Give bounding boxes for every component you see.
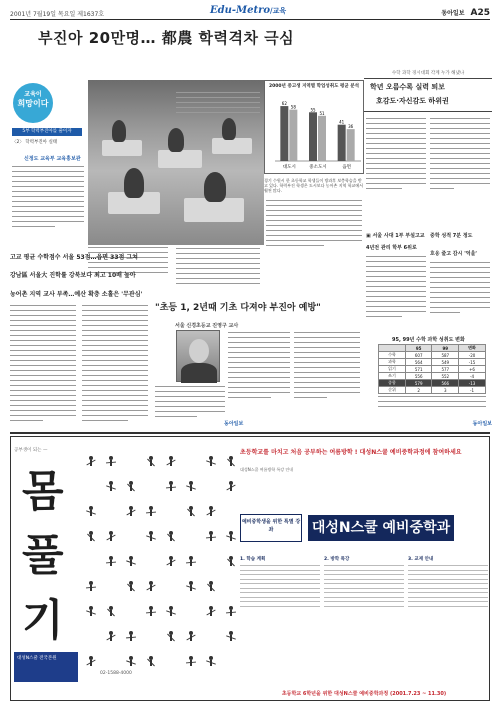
stretch-figure-icon [146,456,156,469]
right-col-c [366,256,426,321]
table-title: 95, 99년 수학 과학 성취도 변화 [392,337,465,343]
chart-data-label: 51 [319,110,325,116]
interview-byline: 서울 신경초등교 진영구 교사 [175,323,239,329]
stretch-figure-icon [106,456,116,469]
table-header-row: 95 99 변화 [379,345,486,352]
chart-title: 2000년 중고생 지역별 학업성취도 평균 분석 [269,84,359,89]
stretch-figure-icon [186,656,196,669]
byline: 신정도 교육부 교육홍보관 [24,156,81,162]
ad-headline: 초등학교를 마치고 처음 공부하는 여름방학 ! 대성N스쿨 예비중학과정에 참여하세요 [240,449,462,456]
right-headline-1: 학년 오름수록 실력 퇴보 [370,83,445,91]
stretch-figure-icon [86,531,96,544]
paper-logo-left: 동아일보 [224,421,244,427]
interview-col-3 [294,332,360,402]
stretch-figure-icon [106,481,116,494]
stretching-figures [82,452,262,687]
table-row: 순위 2 3 -1 [379,387,486,394]
chart-data-label: 36 [348,124,354,130]
chart-tick-label: 중소도시 [309,165,327,170]
date-line: 2001년 7월19일 목요일 제1637호 [10,11,105,18]
right-col-b [430,118,490,193]
score-table [378,344,486,394]
stretch-figure-icon [126,656,136,669]
interview-col-1 [155,386,225,421]
ad-bottom-line: 초등학교 6학년을 위한 대성N스쿨 예비중학과정 (2001.7.23 ~ 11.30) [281,691,447,697]
right-subhead-1: ▣ 서울 사대 1부 부설고교 [366,233,425,239]
right-col-d [430,262,490,317]
chart-tick-label: 대도시 [282,165,296,170]
stretch-figure-icon [226,456,236,469]
paper-masthead: 동아일보 A25 [441,8,490,18]
chart-bar [280,106,288,161]
article-col-4 [176,92,260,117]
ad-col-3: 3. 교재 안내 [408,556,488,656]
stretch-figure-icon [206,506,216,519]
chart-bar [338,125,346,161]
stretch-figure-icon [146,581,156,594]
teacher-portrait [176,330,220,382]
chart-data-label: 41 [339,119,345,125]
paper-logo-right: 동아일보 [472,421,492,427]
stretch-figure-icon [206,656,216,669]
right-col-e [378,396,486,411]
achievement-chart [264,80,364,174]
stretch-figure-icon [226,631,236,644]
stretch-figure-icon [126,631,136,644]
right-headline-2: 호감도·자신감도 하위권 [376,97,449,105]
ad-course-box[interactable]: 예비중학생을 위한 특별 강좌 [240,514,302,542]
stretch-figure-icon [226,531,236,544]
article-col-3 [82,305,148,425]
ad-char-2: 풀 [22,531,64,581]
ad-section-tag: 공부생이 되는 — [14,448,48,453]
right-subhead-2: 4년전 관리 학부 6위로 [366,245,417,251]
stretch-figure-icon [146,606,156,619]
stretch-figure-icon [206,531,216,544]
article-col-6 [266,200,362,250]
ad-col-2: 2. 방학 특강 [324,556,404,656]
stretch-figure-icon [106,531,116,544]
stretch-figure-icon [126,481,136,494]
stretch-figure-icon [166,481,176,494]
stretch-figure-icon [126,581,136,594]
interview-headline: "초등 1, 2년때 기초 다져야 부진아 예방" [155,303,321,313]
chart-bar [318,116,326,161]
ad-subtext: 대성N스쿨 여름방학 특강 안내 [240,467,294,472]
subhead-2: 강남區 서울大 진학률 강북보다 최고 10배 높아 [10,272,136,279]
main-headline: 부진아 20만명… 都農 학력격차 극심 [38,29,295,47]
stretch-figure-icon [106,556,116,569]
stretch-figure-icon [226,481,236,494]
stretch-figure-icon [106,631,116,644]
stretch-figure-icon [86,456,96,469]
subhead-3: 농어촌 지역 교사 부족…예산 확충 소홀은 '무관심' [10,291,143,298]
stretch-figure-icon [106,606,116,619]
chart-bar [347,129,355,161]
chart-plot [269,95,361,171]
stretch-figure-icon [166,631,176,644]
photo-caption: 경기 수원시 한 초등학교 학생들이 방과후 보충학습을 받고 있다. 학력부진 학생은 도시보다 농어촌 지역 학교에서 훨씬 많다. [264,178,364,193]
stretch-figure-icon [146,656,156,669]
stretch-figure-icon [86,656,96,669]
ad-char-3: 기 [22,596,64,646]
table-row: 수학 607 587 -20 [379,352,486,359]
series-tag: 〈2〉 학력부진아 실태 [12,140,58,145]
stretch-figure-icon [186,556,196,569]
table-row: 쓰기 556 552 -4 [379,373,486,380]
stretch-figure-icon [206,581,216,594]
right-subhead-4: 호응 줄고 감시 '억울' [430,251,477,257]
subhead-1: 고교 평균 수학점수 서울 53점…읍면 33점 그쳐 [10,254,138,261]
interview-col-2 [228,332,290,402]
stretch-figure-icon [226,556,236,569]
chart-data-label: 55 [310,107,316,113]
right-subhead-3: 중학 성적 7분 정도 [430,233,473,239]
section-title: Edu-Metro/교육 [210,5,287,16]
article-col-1a [12,166,84,231]
stretch-figure-icon [146,531,156,544]
stretch-figure-icon [186,481,196,494]
stretch-figure-icon [186,506,196,519]
stretch-figure-icon [206,456,216,469]
stretch-figure-icon [166,606,176,619]
chart-bar [289,110,297,161]
article-col-5 [176,248,260,288]
stretch-figure-icon [186,581,196,594]
page-number: A25 [470,8,490,18]
stretch-figure-icon [166,456,176,469]
stretch-figure-icon [186,631,196,644]
chart-data-label: 58 [290,104,296,110]
stretch-figure-icon [86,581,96,594]
stretch-figure-icon [126,556,136,569]
stretch-figure-icon [86,606,96,619]
stretch-figure-icon [166,531,176,544]
chart-bar [309,112,317,161]
right-kicker: 수학 과학 경시대회 각계 누가 해냈나 [391,71,465,76]
stretch-figure-icon [126,506,136,519]
stretch-figure-icon [206,606,216,619]
ad-divider [10,432,490,434]
series-badge: 교육이 희망이다 [13,83,53,123]
ad-left-strip: 대성N스쿨 전국본원 [14,652,78,682]
table-row: 읽기 571 577 +6 [379,366,486,373]
series-label: 5부 학력부진아를 줄이자 [12,128,82,136]
table-row: 종합 579 566 -13 [379,380,486,387]
stretch-figure-icon [86,506,96,519]
stretch-figure-icon [146,506,156,519]
ad-char-1: 몸 [22,467,64,517]
stretch-figure-icon [226,606,236,619]
chart-data-label: 62 [281,101,287,107]
ad-banner[interactable]: 대성N스쿨 예비중학과정 [308,515,454,541]
ad-phone[interactable]: 02-1588-4000 [100,671,132,676]
chart-tick-label: 읍면 [342,165,352,170]
right-col-a [366,118,426,193]
table-row: 과학 564 549 -15 [379,359,486,366]
article-col-2 [10,305,76,425]
stretch-figure-icon [166,556,176,569]
page-header [10,6,490,20]
ad-col-1: 1. 학습 계획 [240,556,320,656]
